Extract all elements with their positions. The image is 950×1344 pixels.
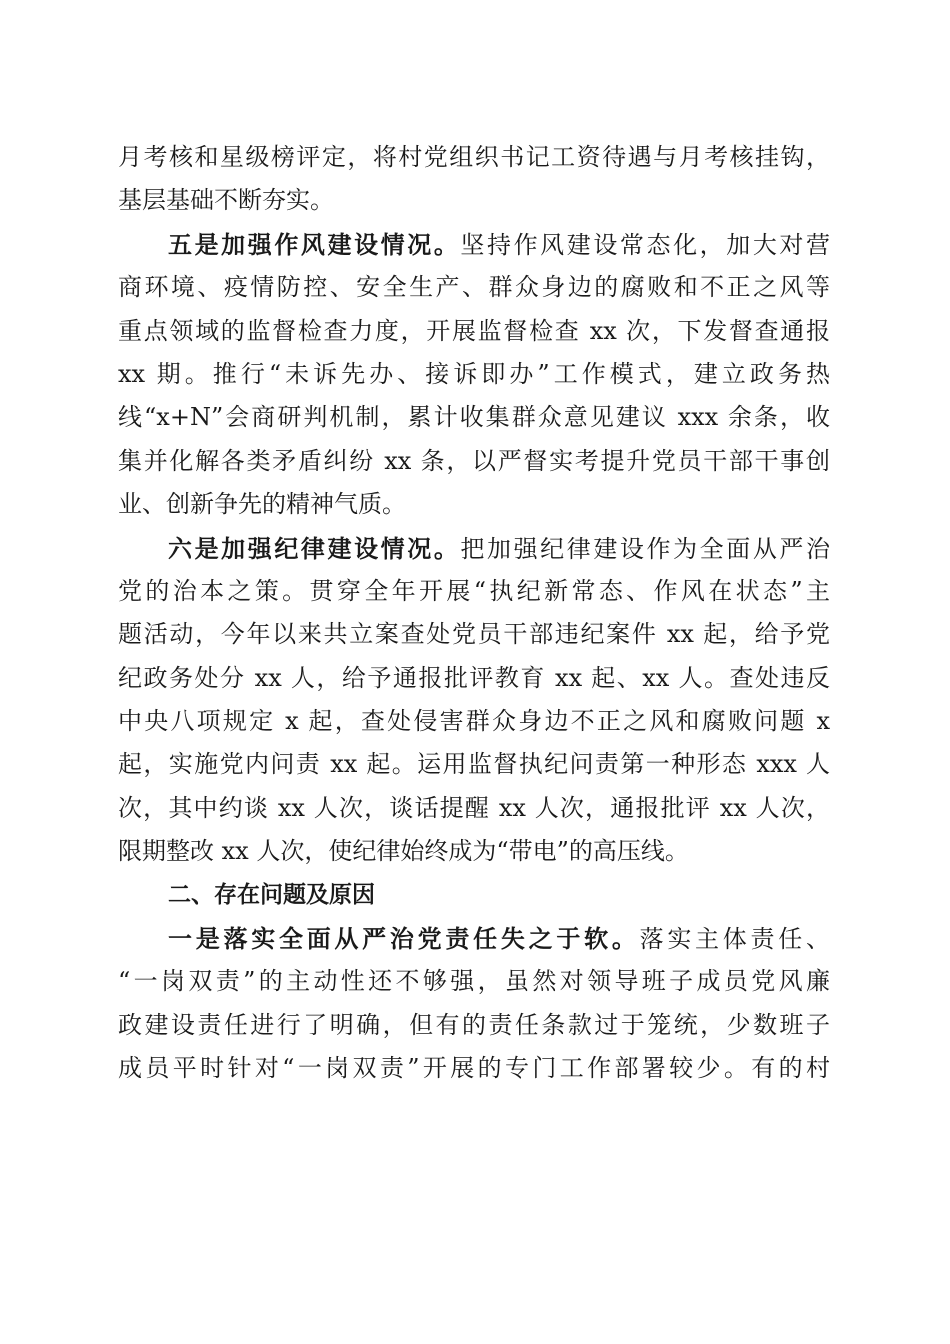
paragraph-continued bbox=[118, 136, 830, 223]
paragraph-lead: 五是加强作风建设情况。 bbox=[168, 229, 461, 259]
paragraph-text: 把加强纪律建设作为全面从严治 bbox=[460, 534, 831, 563]
text-line: 政建设责任进行了明确，但有的责任条款过于笼统，少数班子 bbox=[118, 1010, 830, 1039]
text-line: 重点领域的监督检查力度，开展监督检查 xx 次，下发督查通报 bbox=[118, 316, 830, 345]
text-line: 题活动，今年以来共立案查处党员干部违纪案件 xx 起，给予党 bbox=[118, 620, 830, 649]
text-line: 党的治本之策。贯穿全年开展“执纪新常态、作风在状态”主 bbox=[118, 576, 830, 605]
paragraph-six bbox=[118, 527, 830, 874]
paragraph-five bbox=[118, 223, 830, 527]
text-line: 月考核和星级榜评定，将村党组织书记工资待遇与月考核挂钩， bbox=[118, 143, 830, 171]
section-heading: 二、存在问题及原因 bbox=[168, 881, 375, 908]
text-line: 集并化解各类矛盾纠纷 xx 条，以严督实考提升党员干部干事创 bbox=[118, 446, 830, 475]
text-line: 纪政务处分 xx 人，给予通报批评教育 xx 起、xx 人。查处违反 bbox=[118, 663, 830, 692]
paragraph-one bbox=[118, 917, 830, 1091]
paragraph-lead: 一是落实全面从严治党责任失之于软。 bbox=[168, 924, 640, 954]
text-line: 线“x+N”会商研判机制，累计收集群众意见建议 xxx 余条，收 bbox=[118, 403, 830, 432]
text-line: 商环境、疫情防控、安全生产、群众身边的腐败和不正之风等 bbox=[118, 273, 830, 302]
text-line: 限期整改 xx 人次，使纪律始终成为“带电”的高压线。 bbox=[118, 837, 689, 866]
text-line: 中央八项规定 x 起，查处侵害群众身边不正之风和腐败问题 x bbox=[118, 707, 830, 736]
text-line: 业、创新争先的精神气质。 bbox=[118, 490, 406, 519]
paragraph-lead: 六是加强纪律建设情况。 bbox=[168, 533, 461, 563]
text-line: 起，实施党内问责 xx 起。运用监督执纪问责第一种形态 xxx 人 bbox=[118, 750, 830, 779]
text-line: 成员平时针对“一岗双责”开展的专门工作部署较少。有的村 bbox=[118, 1054, 830, 1083]
text-line: “一岗双责”的主动性还不够强，虽然对领导班子成员党风廉 bbox=[118, 967, 830, 996]
document-page bbox=[118, 136, 830, 1091]
text-line: xx 期。推行“未诉先办、接诉即办”工作模式，建立政务热 bbox=[118, 359, 830, 388]
text-line: 基层基础不断夯实。 bbox=[118, 186, 334, 215]
paragraph-text: 坚持作风建设常态化，加大对营 bbox=[460, 230, 831, 259]
paragraph-text: 落实主体责任、 bbox=[639, 925, 831, 954]
text-line bbox=[118, 527, 830, 570]
text-line bbox=[118, 223, 830, 266]
text-line bbox=[118, 917, 830, 960]
text-line: 次，其中约谈 xx 人次，谈话提醒 xx 人次，通报批评 xx 人次， bbox=[118, 793, 830, 822]
